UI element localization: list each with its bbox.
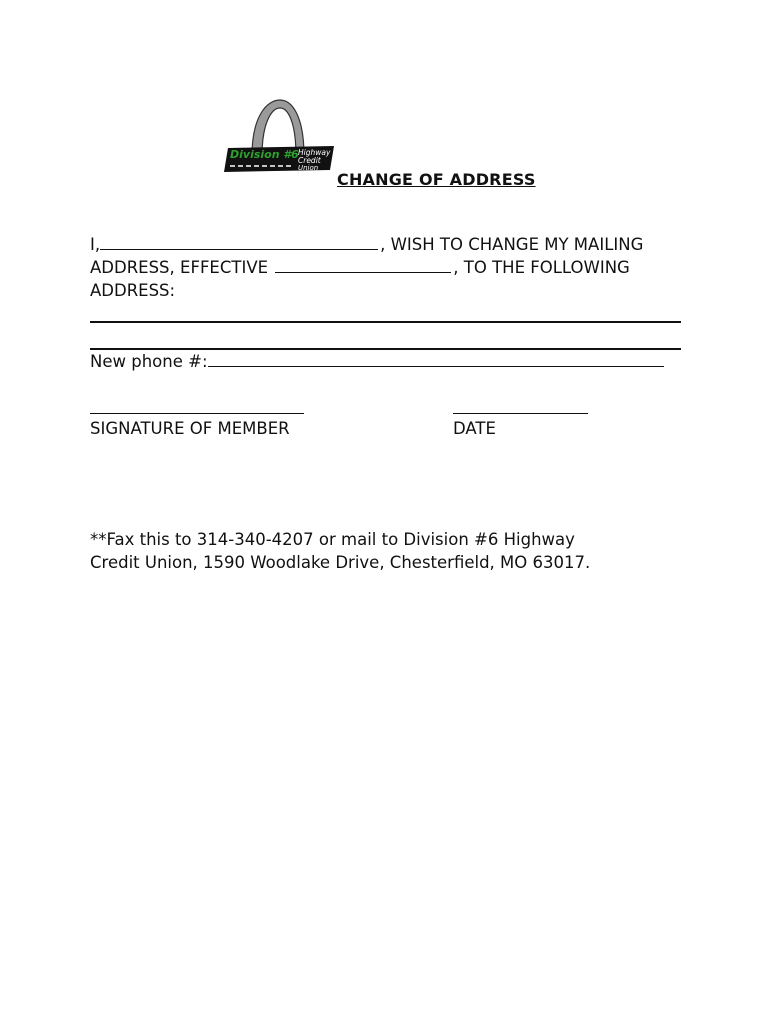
line2-prefix: ADDRESS, EFFECTIVE	[90, 258, 269, 277]
phone-field[interactable]	[208, 351, 664, 367]
signature-field[interactable]	[90, 413, 304, 414]
logo-brand-text: Division #6	[230, 148, 299, 161]
submission-note-line-2: Credit Union, 1590 Woodlake Drive, Chesterfield, MO 63017.	[90, 553, 591, 572]
line2-suffix: , TO THE FOLLOWING	[453, 258, 630, 277]
credit-union-logo	[222, 96, 336, 176]
logo-line-union: Union	[298, 164, 319, 172]
address-line-2-field[interactable]	[90, 348, 681, 350]
arch-road-logo-icon	[222, 96, 336, 176]
line1-suffix: , WISH TO CHANGE MY MAILING	[380, 235, 644, 254]
effective-date-field[interactable]	[275, 257, 451, 273]
statement-line-3: ADDRESS:	[90, 281, 176, 300]
logo-line-highway: Highway	[298, 148, 331, 157]
phone-row	[90, 351, 666, 373]
line1-prefix: I,	[90, 235, 101, 254]
submission-note-line-1: **Fax this to 314-340-4207 or mail to Division #6 Highway	[90, 530, 575, 549]
date-label: DATE	[453, 419, 496, 438]
member-name-field[interactable]	[100, 234, 378, 250]
signature-label: SIGNATURE OF MEMBER	[90, 419, 290, 438]
statement-line-1	[90, 234, 643, 256]
date-field[interactable]	[453, 413, 588, 414]
form-title: CHANGE OF ADDRESS	[337, 170, 536, 189]
phone-label: New phone #:	[90, 352, 208, 371]
statement-line-2	[90, 257, 630, 279]
logo-line-credit: Credit	[298, 156, 321, 165]
address-line-1-field[interactable]	[90, 321, 681, 323]
submission-note	[90, 528, 690, 574]
